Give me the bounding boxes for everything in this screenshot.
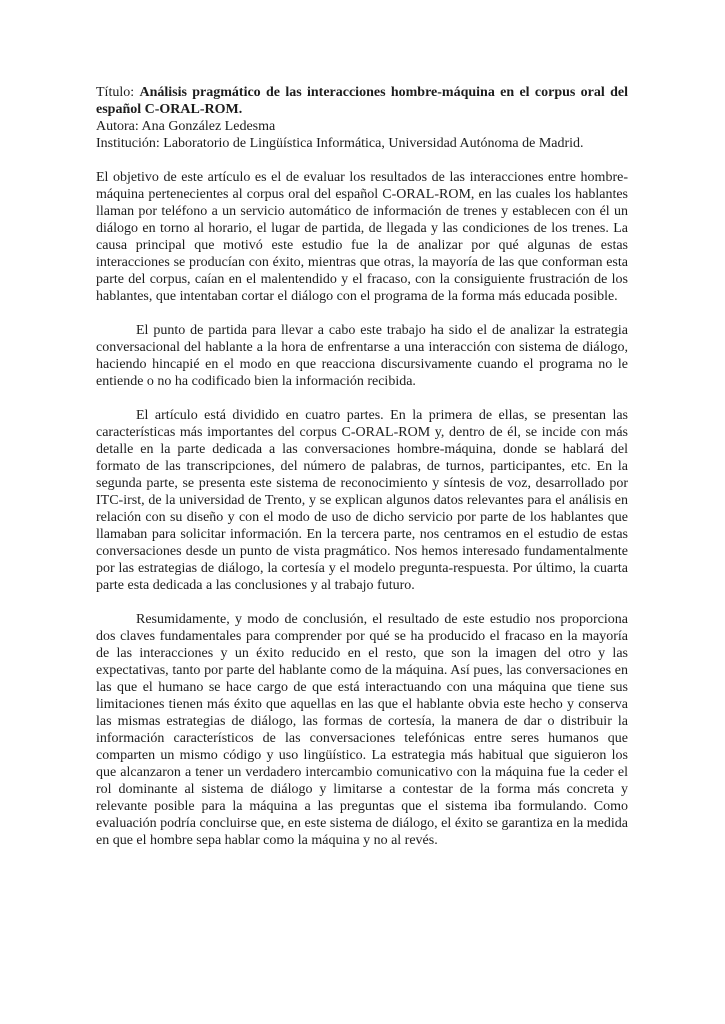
document-header bbox=[96, 84, 628, 152]
institution-line bbox=[96, 135, 628, 152]
abstract-paragraph-conclusion: Resumidamente, y modo de conclusión, el resultado de este estudio nos proporciona dos claves fundamentales para comprender por qué se ha producido el fracaso en la mayoría de las interacciones y un éxito reducido en el resto, que son la imagen del otro y las expectativas, tanto por parte del hablante como de la máquina. Así pues, las conversaciones en las que el humano se hace cargo de que está interactuando con una máquina que tiene sus limitaciones tienen más éxito que aquellas en las que el hablante obvia este hecho y conserva las mismas estrategias de diálogo, las formas de cortesía, la manera de dar o distribuir la información característicos de las conversaciones telefónicas entre seres humanos que comparten un mismo código y uso lingüístico. La estrategia más habitual que siguieron los que alcanzaron a tener un verdadero intercambio comunicativo con la máquina fue la ceder el rol dominante al sistema de diálogo y limitarse a contestar de la forma más concreta y relevante posible para la máquina a las preguntas que el sistema iba formulando. Como evaluación podría concluirse que, en este sistema de diálogo, el éxito se garantiza en la medida en que el hombre sepa hablar como la máquina y no al revés. bbox=[96, 612, 628, 848]
title-text: Análisis pragmático de las interacciones hombre-máquina en el corpus oral del español C-ORAL-ROM. bbox=[96, 85, 628, 117]
author-label: Autora: bbox=[96, 119, 139, 134]
author-name: Ana González Ledesma bbox=[141, 119, 276, 134]
abstract-document bbox=[96, 84, 628, 849]
abstract-paragraph-structure: El artículo está dividido en cuatro partes. En la primera de ellas, se presentan las características más importantes del corpus C-ORAL-ROM y, dentro de él, se incide con más detalle en la parte dedicada a las conversaciones hombre-máquina, donde se hablará del formato de las transcripciones, del número de palabras, de turnos, participantes, etc. En la segunda parte, se presenta este sistema de reconocimiento y síntesis de voz, desarrollado por ITC-irst, de la universidad de Trento, y se explican algunos datos relevantes para el análisis en relación con su diseño y con el modo de uso de dicho servicio por parte de los hablantes que llamaban para solicitar información. En la tercera parte, nos centramos en el estudio de estas conversaciones desde un punto de vista pragmático. Nos hemos interesado fundamentalmente por las estrategias de diálogo, la cortesía y el modelo pregunta-respuesta. Por último, la cuarta parte esta dedicada a las conclusiones y al trabajo futuro. bbox=[96, 408, 628, 593]
title-line bbox=[96, 84, 628, 118]
institution-label: Institución: bbox=[96, 136, 160, 151]
institution-name: Laboratorio de Lingüística Informática, Universidad Autónoma de Madrid. bbox=[163, 136, 584, 151]
author-line bbox=[96, 118, 628, 135]
abstract-paragraph-objective: El objetivo de este artículo es el de evaluar los resultados de las interacciones entre hombre-máquina pertenecientes al corpus oral del español C-ORAL-ROM, en las cuales los hablantes llaman por teléfono a un servicio automático de información de trenes y establecen con él un diálogo en torno al horario, el lugar de partida, de llegada y las condiciones de los trenes. La causa principal que motivó este estudio fue la de analizar por qué algunas de estas interacciones se producían con éxito, mientras que otras, la mayoría de las que conforman esta parte del corpus, caían en el malentendido y el fracaso, con la consiguiente frustración de los hablantes, que intentaban cortar el diálogo con el programa de la forma más educada posible. bbox=[96, 170, 628, 304]
abstract-paragraph-starting-point: El punto de partida para llevar a cabo este trabajo ha sido el de analizar la estrategia conversacional del hablante a la hora de enfrentarse a una interacción con sistema de diálogo, haciendo hincapié en el modo en que reacciona discursivamente cuando el programa no le entiende o no ha codificado bien la información recibida. bbox=[96, 323, 628, 389]
title-label: Título: bbox=[96, 85, 135, 100]
